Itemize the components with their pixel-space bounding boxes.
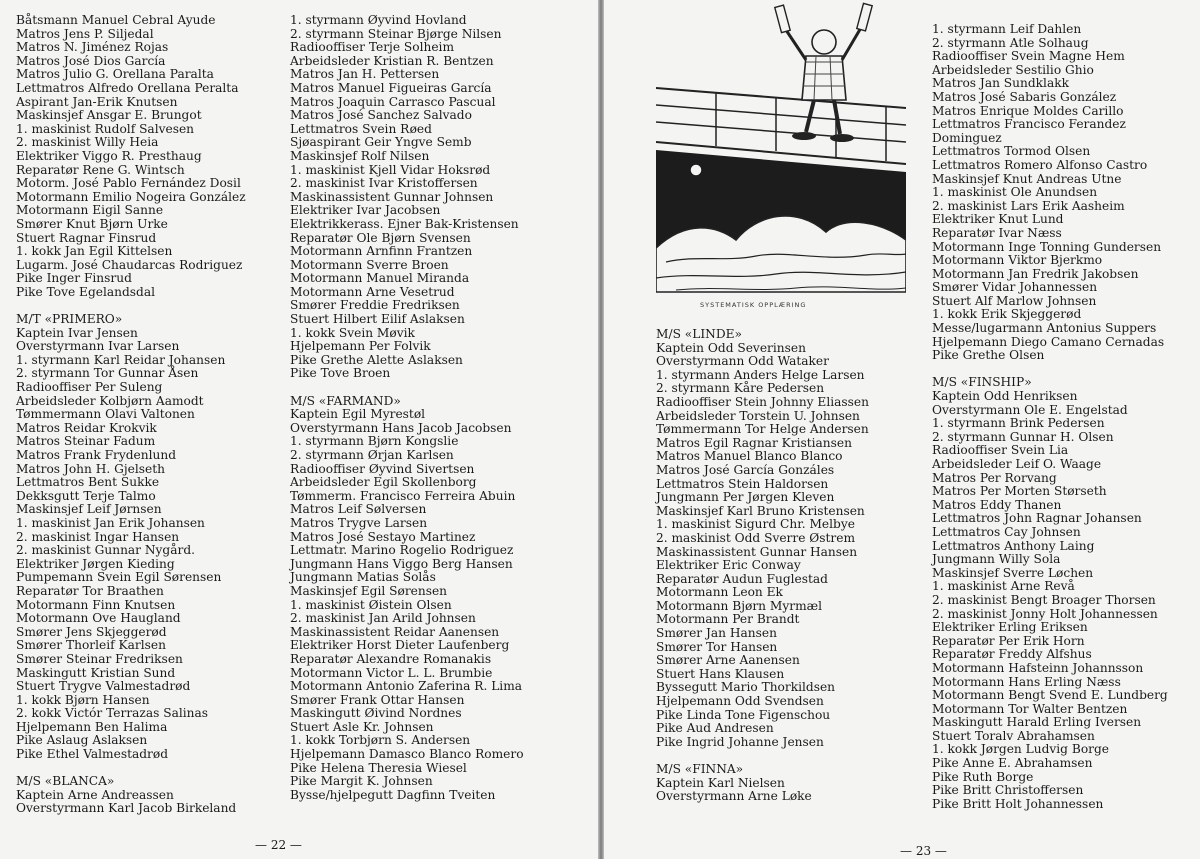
crew-entry: Elektriker Erling Eriksen [932,620,1088,635]
ship-heading: M/S «FINSHIP» [932,375,1032,390]
crew-entry: 1. kokk Bjørn Hansen [16,692,150,707]
crew-entry: Matros John H. Gjelseth [16,461,165,476]
crew-entry: Lettmatros Alfredo Orellana Peralta [16,80,239,95]
crew-entry: Stuert Hilbert Eilif Aslaksen [290,312,465,327]
crew-entry: Elektriker Jørgen Kieding [16,556,175,571]
crew-entry: Tømmermann Olavi Valtonen [16,407,195,422]
crew-entry: Reparatør Freddy Alfshus [932,647,1092,662]
crew-entry: 1. kokk Jørgen Ludvig Borge [932,742,1109,757]
crew-entry: 2. styrmann Gunnar H. Olsen [932,429,1114,444]
crew-entry: Arbeidsleder Leif O. Waage [932,457,1102,471]
crew-entry: Jungmann Hans Viggo Berg Hansen [290,556,513,571]
crew-entry: 1. styrmann Øyvind Hovland [290,13,467,27]
crew-entry: Lugarm. José Chaudarcas Rodriguez [16,257,243,272]
crew-entry: Byssegutt Mario Thorkildsen [656,680,836,695]
crew-entry: 2. kokk Victór Terrazas Salinas [16,706,209,721]
crew-entry: Smører Tor Hansen [656,639,778,654]
ship-heading: M/S «FINNA» [656,762,744,776]
crew-entry: Arbeidsleder Kolbjørn Aamodt [16,393,204,408]
crew-entry: 2. styrmann Steinar Bjørge Nilsen [290,26,502,41]
crew-entry: Matros José Sanchez Salvado [290,108,472,123]
crew-entry: Kaptein Odd Henriksen [932,389,1078,404]
crew-entry: Smører Thorleif Karlsen [16,638,166,653]
crew-entry: Motormann Bengt Svend E. Lundberg [932,688,1168,703]
crew-entry: Jungmann Per Jørgen Kleven [656,490,835,505]
crew-entry: Matros Trygve Larsen [290,515,428,530]
crew-entry: Matros Egil Ragnar Kristiansen [656,435,852,450]
crew-entry: 2. maskinist Jan Arild Johnsen [290,611,476,626]
crew-entry: Motormann Antonio Zaferina R. Lima [290,679,523,694]
crew-entry: Lettmatros Tormod Olsen [932,144,1091,159]
crew-entry: Stuert Asle Kr. Johnsen [290,719,434,734]
crew-entry: 2. styrmann Tor Gunnar Åsen [16,366,199,381]
crew-entry: Overstyrmann Ole E. Engelstad [932,402,1128,417]
crew-entry: Pike Ruth Borge [932,769,1034,784]
crew-entry: Maskinsjef Sverre Løchen [932,565,1094,580]
crew-entry: Matros José Sabaris González [932,89,1117,104]
right-column-2 [932,23,1168,811]
left-column-1 [16,14,246,816]
crew-entry: 1. styrmann Karl Reidar Johansen [16,352,226,367]
crew-entry: 1. maskinist Øistein Olsen [290,597,452,612]
crew-entry: Smører Frank Ottar Hansen [290,692,465,707]
left-page [0,0,598,859]
crew-entry: Motormann Eigil Sanne [16,203,164,218]
crew-entry: Matros Jens P. Siljedal [16,26,154,41]
crew-entry: Motormann Hafsteinn Johannsson [932,660,1144,675]
crew-entry: Arbeidsleder Torstein U. Johnsen [656,408,860,423]
crew-entry: Maskinassistent Reidar Aanensen [290,624,500,639]
illustration-caption: SYSTEMATISK OPPLÆRING [700,301,807,309]
crew-entry: Motormann Arnfinn Frantzen [290,244,473,259]
crew-entry: Motormann Emilio Nogeira González [16,189,246,204]
ship-heading: M/S «LINDE» [656,327,742,341]
crew-entry: Hjelpemann Ben Halima [16,719,168,734]
crew-entry: 1. maskinist Ole Anundsen [932,185,1098,200]
crew-entry: Matros Enrique Moldes Carillo [932,103,1124,118]
crew-entry: Motormann Victor L. L. Brumbie [290,665,493,680]
crew-entry: Motormann Manuel Miranda [290,271,470,286]
crew-entry: Matros José Sestayo Martinez [290,529,476,544]
crew-entry: Maskinassistent Gunnar Johnsen [290,189,494,204]
crew-entry: Tømmerm. Francisco Ferreira Abuin [290,488,516,503]
crew-entry: 2. maskinist Lars Erik Aasheim [932,198,1125,213]
crew-entry: Elektrikkerass. Ejner Bak-Kristensen [290,216,519,231]
crew-entry: 1. styrmann Leif Dahlen [932,22,1082,36]
crew-entry: Dekksgutt Terje Talmo [16,488,156,503]
crew-entry: Sjøaspirant Geir Yngve Semb [290,135,472,150]
crew-entry: Reparatør Rene G. Wintsch [16,162,185,177]
crew-entry: Stuert Toralv Abrahamsen [932,728,1095,743]
crew-entry: Radiooffiser Øyvind Sivertsen [290,461,475,476]
crew-entry: Stuert Alf Marlow Johnsen [932,293,1097,308]
spacer [16,299,246,313]
crew-entry: 1. styrmann Anders Helge Larsen [656,367,865,382]
crew-entry: Reparatør Audun Fuglestad [656,571,828,586]
crew-entry: Motormann Inge Tonning Gundersen [932,239,1162,254]
crew-entry: 1. kokk Erik Skjeggerød [932,307,1082,322]
crew-entry: Overstyrmann Ivar Larsen [16,339,180,354]
crew-entry: Arbeidsleder Kristian R. Bentzen [290,53,494,68]
crew-entry: Elektriker Viggo R. Presthaug [16,148,202,163]
crew-entry: Aspirant Jan-Erik Knutsen [16,94,178,109]
crew-entry: Pike Linda Tone Figenschou [656,707,831,722]
ship-heading: M/S «FARMAND» [290,393,401,408]
crew-entry: Smører Vidar Johannessen [932,280,1098,295]
crew-entry: Matros Leif Sølversen [290,502,427,517]
crew-entry: Maskingutt Øivind Nordnes [290,706,462,721]
crew-entry: Maskinsjef Egil Sørensen [290,583,448,598]
crew-entry: Pike Britt Christoffersen [932,783,1084,798]
crew-entry: Kaptein Odd Severinsen [656,340,806,355]
crew-entry: Motormann Per Brandt [656,612,800,627]
crew-entry: Radiooffiser Svein Lia [932,443,1069,458]
crew-entry: 1. maskinist Rudolf Salvesen [16,121,195,136]
crew-entry: Hjelpemann Odd Svendsen [656,694,824,709]
crew-entry: Pike Grethe Alette Aslaksen [290,352,463,367]
crew-entry: Smører Knut Bjørn Urke [16,216,168,231]
ship-heading: M/S «BLANCA» [16,774,115,789]
crew-entry: Overstyrmann Odd Wataker [656,354,829,369]
crew-entry: Reparatør Tor Braathen [16,583,164,598]
crew-entry: Pike Margit K. Johnsen [290,774,433,789]
crew-entry: Maskinsjef Ansgar E. Brungot [16,108,202,123]
spacer [290,381,524,395]
crew-entry: Smører Jens Skjeggerød [16,624,167,639]
crew-entry: Båtsmann Manuel Cebral Ayude [16,13,216,27]
crew-entry: Hjelpemann Diego Camano Cernadas [932,334,1165,349]
crew-entry: Pike Ethel Valmestadrød [16,747,168,762]
crew-entry: Matros José García Gonzáles [656,462,835,477]
spacer [932,363,1168,377]
crew-entry: Lettmatros John Ragnar Johansen [932,511,1142,526]
crew-entry: Maskingutt Harald Erling Iversen [932,715,1142,730]
crew-entry: 1. maskinist Sigurd Chr. Melbye [656,517,855,532]
crew-entry: Radiooffiser Terje Solheim [290,40,455,55]
crew-entry: Lettmatros Svein Røed [290,121,432,136]
crew-entry: 2. styrmann Atle Solhaug [932,35,1089,50]
page-number-right: — 23 — [900,844,947,858]
spacer [656,749,869,763]
crew-entry: Arbeidsleder Sestilio Ghio [932,62,1094,77]
crew-entry: 1. kokk Jan Egil Kittelsen [16,244,173,259]
crew-entry: Matros Jan H. Pettersen [290,67,440,82]
crew-entry: Motormann Tor Walter Bentzen [932,701,1128,716]
crew-entry: Pike Britt Holt Johannessen [932,796,1104,811]
crew-entry: Matros Per Morten Størseth [932,484,1107,499]
crew-entry: Radiooffiser Per Suleng [16,380,163,395]
crew-entry: 2. maskinist Gunnar Nygård. [16,543,196,558]
crew-entry: 2. maskinist Jonny Holt Johannessen [932,606,1158,621]
crew-entry: 1. kokk Torbjørn S. Andersen [290,733,471,748]
crew-entry: Arbeidsleder Egil Skollenborg [290,475,477,490]
crew-entry: Matros José Dios García [16,53,166,68]
crew-entry: Pumpemann Svein Egil Sørensen [16,570,222,585]
crew-entry: Maskinsjef Leif Jørnsen [16,502,162,517]
crew-entry: Matros Frank Frydenlund [16,448,177,462]
crew-entry: Motormann Bjørn Myrmæl [656,598,822,613]
crew-entry: 2. styrmann Ørjan Karlsen [290,448,454,462]
crew-entry: 2. maskinist Odd Sverre Østrem [656,530,856,545]
crew-entry: Dominguez [932,130,1002,145]
crew-entry: Matros Steinar Fadum [16,434,156,449]
crew-entry: Elektriker Knut Lund [932,212,1064,227]
crew-entry: Stuert Hans Klausen [656,666,785,681]
crew-entry: Stuert Trygve Valmestadrød [16,679,191,694]
crew-entry: Pike Grethe Olsen [932,348,1045,363]
crew-entry: Smører Arne Aanensen [656,653,800,668]
crew-entry: Pike Aud Andresen [656,721,774,736]
crew-entry: 1. maskinist Kjell Vidar Hoksrød [290,162,491,177]
crew-entry: Pike Ingrid Johanne Jensen [656,734,824,749]
page-number-left: — 22 — [255,838,302,852]
crew-entry: Smører Freddie Fredriksen [290,298,460,313]
crew-entry: Motormann Sverre Broen [290,257,449,272]
crew-entry: Maskinsjef Rolf Nilsen [290,148,430,163]
crew-entry: Matros Jan Sundklakk [932,76,1069,91]
crew-entry: Matros Julio G. Orellana Paralta [16,67,214,82]
crew-entry: 2. maskinist Ingar Hansen [16,529,180,544]
crew-entry: Pike Anne E. Abrahamsen [932,756,1093,771]
crew-entry: 2. maskinist Willy Heia [16,135,159,150]
crew-entry: 1. kokk Svein Møvik [290,325,415,340]
spacer [16,762,246,776]
crew-entry: Messe/lugarmann Antonius Suppers [932,321,1157,336]
crew-entry: Motormann Viktor Bjerkmo [932,253,1103,268]
crew-entry: Motormann Jan Fredrik Jakobsen [932,266,1139,281]
crew-entry: Lettmatros Francisco Ferandez [932,117,1126,132]
crew-entry: Elektriker Ivar Jacobsen [290,203,441,218]
crew-entry: Maskinassistent Gunnar Hansen [656,544,858,559]
crew-entry: Lettmatros Bent Sukke [16,475,160,490]
crew-entry: Motormann Ove Haugland [16,611,181,626]
crew-entry: Matros Joaquin Carrasco Pascual [290,94,496,109]
crew-entry: Pike Helena Theresia Wiesel [290,760,467,775]
crew-entry: Tømmermann Tor Helge Andersen [656,422,869,437]
crew-entry: 1. maskinist Arne Revå [932,579,1075,594]
crew-entry: Kaptein Ivar Jensen [16,325,138,340]
crew-entry: Kaptein Karl Nielsen [656,775,785,790]
crew-entry: Smører Jan Hansen [656,626,777,641]
crew-entry: 2. maskinist Bengt Broager Thorsen [932,592,1156,607]
crew-entry: 2. maskinist Ivar Kristoffersen [290,176,478,191]
crew-entry: Matros Eddy Thanen [932,497,1062,512]
crew-entry: Overstyrmann Hans Jacob Jacobsen [290,420,512,435]
crew-entry: Lettmatros Stein Haldorsen [656,476,829,491]
crew-entry: Bysse/hjelpegutt Dagfinn Tveiten [290,787,496,802]
crew-entry: Elektriker Eric Conway [656,558,801,573]
crew-entry: Lettmatr. Marino Rogelio Rodriguez [290,543,514,558]
crew-entry: 2. styrmann Kåre Pedersen [656,381,825,396]
crew-entry: Smører Steinar Fredriksen [16,651,183,666]
crew-entry: Maskingutt Kristian Sund [16,665,176,680]
crew-entry: Motormann Finn Knutsen [16,597,176,612]
crew-entry: Hjelpemann Per Folvik [290,339,431,354]
ship-cartoon-illustration [656,0,906,318]
right-column-1 [656,328,869,804]
crew-entry: Pike Tove Egelandsdal [16,284,156,299]
crew-entry: Elektriker Horst Dieter Laufenberg [290,638,510,653]
crew-entry: Pike Aslaug Aslaksen [16,733,148,748]
crew-entry: Lettmatros Anthony Laing [932,538,1095,553]
left-column-2 [290,14,524,802]
crew-entry: 1. maskinist Jan Erik Johansen [16,515,205,530]
crew-entry: Radiooffiser Svein Magne Hem [932,49,1125,64]
crew-entry: Maskinsjef Knut Andreas Utne [932,171,1122,186]
crew-entry: Hjelpemann Damasco Blanco Romero [290,747,524,762]
crew-entry: Jungmann Willy Sola [932,552,1061,567]
crew-entry: Matros Manuel Figueiras García [290,80,492,95]
crew-entry: 1. styrmann Brink Pedersen [932,416,1105,431]
crew-entry: Matros N. Jiménez Rojas [16,40,169,55]
crew-entry: Motormann Hans Erling Næss [932,674,1121,689]
ship-heading: M/T «PRIMERO» [16,312,123,327]
crew-entry: Matros Manuel Blanco Blanco [656,449,843,464]
crew-entry: Reparatør Ivar Næss [932,225,1062,240]
crew-entry: Overstyrmann Arne Løke [656,789,812,804]
crew-entry: Reparatør Per Erik Horn [932,633,1085,648]
crew-entry: Kaptein Arne Andreassen [16,787,174,802]
crew-entry: Stuert Ragnar Finsrud [16,230,157,245]
crew-entry: Motorm. José Pablo Fernández Dosil [16,176,241,191]
crew-entry: Jungmann Matias Solås [290,570,436,585]
crew-entry: Reparatør Ole Bjørn Svensen [290,230,471,245]
crew-entry: Lettmatros Romero Alfonso Castro [932,157,1148,172]
right-page [604,0,1200,859]
crew-entry: Motormann Leon Ek [656,585,783,600]
crew-entry: Reparatør Alexandre Romanakis [290,651,492,666]
crew-entry: Kaptein Egil Myrestøl [290,407,426,422]
crew-entry: Pike Tove Broen [290,366,391,381]
crew-entry: Pike Inger Finsrud [16,271,132,286]
crew-entry: 1. styrmann Bjørn Kongslie [290,434,459,449]
crew-entry: Maskinsjef Karl Bruno Kristensen [656,503,865,518]
crew-entry: Matros Per Rorvang [932,470,1057,485]
crew-entry: Motormann Arne Vesetrud [290,284,455,299]
crew-entry: Lettmatros Cay Johnsen [932,524,1081,539]
crew-entry: Radiooffiser Stein Johnny Eliassen [656,394,869,409]
crew-entry: Overstyrmann Karl Jacob Birkeland [16,801,237,816]
crew-entry: Matros Reidar Krokvik [16,420,157,435]
